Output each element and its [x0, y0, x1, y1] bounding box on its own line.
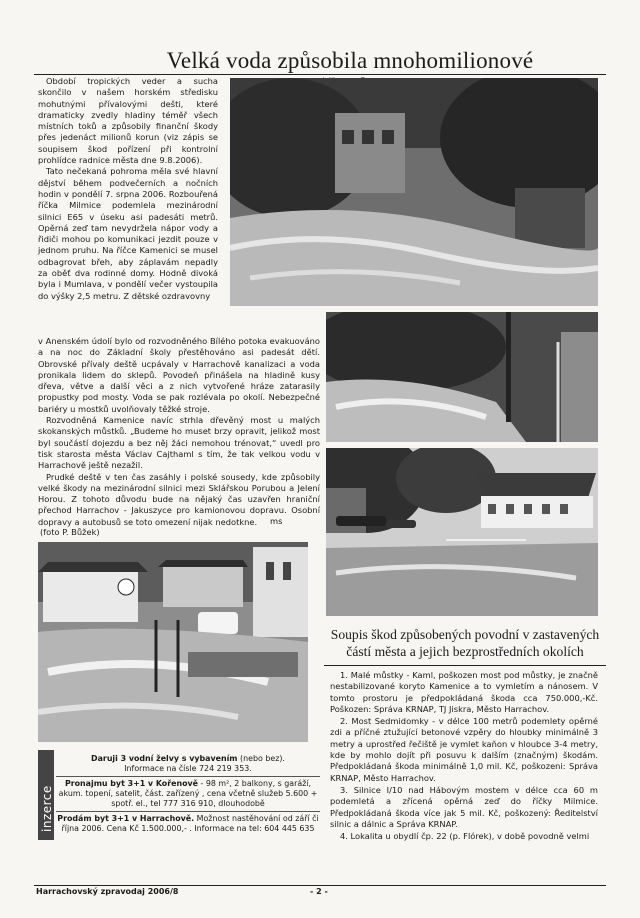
ad-sell-bold: Prodám byt 3+1 v Harrachově.: [57, 814, 195, 823]
ad-turtles-contact: Informace na čísle 724 219 353.: [124, 764, 252, 774]
main-column: [38, 336, 320, 528]
flood-house-photo: [230, 78, 598, 306]
ad-sell-rest: Možnost nastěhování od září či října 2006. Cena Kč 1.500.000,- . Informace na tel: 604 445 635: [61, 814, 319, 834]
school-flood-photo: [326, 448, 598, 616]
main-paragraph-3: Prudké deště v ten čas zasáhly i polské sousedy, kde způsobily velké škody na mezinárodní silnici mezi Sklářskou Porubou a Jelení Horou. Z tohoto důvodu bude na nějaký čas uzavřen hraniční přechod Harrachov - Jakuszyce pro kamionovou dopravu. Osobní dopravy a autobusů se toto omezení nijak nedotkne.: [38, 471, 320, 527]
ads-side-text: inzerce: [40, 785, 54, 832]
main-paragraph-2: Rozvodněná Kamenice navíc strhla dřevěný most u malých skokanských můstků. „Budeme ho muset brzy opravit, jelikož most byl součástí dojezdu a bez něj žáci nemohou trénovat,“ uvedl pro tisk starosta města Václav Cajthaml s tím, že tak velkou vodu v Harrachově ještě nezažil.: [38, 415, 320, 471]
flooded-street-photo: [38, 542, 308, 742]
damage-item-1: 1. Malé můstky - Kaml, poškozen most pod můstky, je značně nestabilizované koryto Kamenice a to vymletím a nánosem. V tomto prostoru je předpokládaná škoda cca 750.000,-Kč. Poškozen: Správa KRNAP, TJ Jiskra, Město Harrachov.: [330, 670, 598, 714]
damage-item-3: 3. Silnice I/10 nad Hábovým mostem v délce cca 60 m podemletá a zřícená opěrná zeď do říčky Milmice. Předpokládaná škoda více jak 5 mil. Kč, poškozený: Ředitelství silnic a dálnic a Správa KRNAP.: [330, 784, 598, 829]
ad-rent-rest: - 98 m², 2 balkony, s garáží, akum. topení, satelit, část. zařízený , cena včetně služeb 5.600 + spotř. el., tel 777 316 910, dlouhodobě: [58, 779, 318, 809]
intro-column: [38, 76, 218, 302]
subtitle-divider: [324, 665, 606, 666]
author-signature: ms: [270, 516, 283, 526]
ads-side-label: [38, 750, 54, 840]
ad-divider: [56, 776, 320, 777]
page-number: - 2 -: [310, 887, 328, 896]
ad-rent-bold: Pronajmu byt 3+1 v Kořenově: [64, 779, 198, 788]
damage-item-2: 2. Most Sedmidomky - v délce 100 metrů podemlety opěrné zdi a příčné ztužující betonové vzpěry do hloubky minimálně 3 metry a uprostřed řečiště je vymlet kaňon v hloubce 3-4 metry, kde by mohlo dojít při posuvu k dalším (značným) škodám. Předpokládaná škoda minimálně 1,0 mil. Kč, poškozeni: Správa KRNAP, Město Harrachov.: [330, 716, 598, 783]
intro-paragraph-1: Období tropických veder a sucha skončilo v našem horském středisku mohutnými přívalovými dešti, které dramaticky zvedly hladiny téměř všech místních toků a způsobily finanční škody přes jedenáct milionů korun (viz zápis se soupisem škod pořízení při kontrolní prohlídce radnice města dne 9.8.2006).: [38, 76, 218, 166]
ad-rent-flat: [56, 779, 320, 810]
publication-name: Harrachovský zpravodaj 2006/8: [36, 887, 179, 896]
intro-paragraph-2: Tato nečekaná pohroma měla své hlavní dějství během podvečerních a nočních hodin v pondělí 7. srpna 2006. Rozbouřená říčka Milmice podemlela mezinárodní silnici E65 v úseku asi padesáti metrů. Opěrná zeď tam nevydržela nápor vody a řidiči mohou po komunikaci jezdit pouze v jednom pruhu. Na říčce Kamenici se musel odbagrovat břeh, aby záplavám nepadly za oběť dva rodinné domy. Hodně divoká byla i Mumlava, v pondělí večer vystoupila do výšky 2,5 metru. Z dětské ozdravovny: [38, 166, 218, 301]
damage-list-title: Soupis škod způsobených povodní v zastavených částí města a jejich bezprostředních okolích: [330, 627, 600, 659]
ad-turtles-rest: (nebo bez).: [237, 754, 285, 763]
damage-list: [330, 670, 598, 843]
ad-turtles: [56, 754, 320, 774]
river-road-photo: [326, 312, 598, 442]
title-divider: [34, 74, 606, 75]
article-title: Velká voda způsobila mnohomilionové: [166, 48, 534, 73]
ad-sell-flat: [56, 814, 320, 834]
photo-credit: (foto P. Bůžek): [40, 527, 100, 537]
ad-divider: [56, 811, 320, 812]
damage-item-4: 4. Lokalita u obydlí čp. 22 (p. Flórek), v době povodně velmi: [340, 831, 590, 842]
ad-turtles-bold: Daruji 3 vodní želvy s vybavením: [91, 754, 238, 763]
footer-rule: [34, 885, 606, 886]
main-paragraph-1: v Anenském údolí bylo od rozvodněného Bílého potoka evakuováno a na noc do Základní školy přestěhováno asi padesát dětí. Obrovské přívaly deště ucpávaly v Harrachově kanalizaci a voda pronikala lidem do sklepů. Povodeň přinášela na hladině kusy dřeva, větve a další věci a z nich vytvořené hráze zatarasily propustky pod mosty. Voda se pak rozlévala po okolí. Nebezpečné bariéry u mostků uvolňovaly těžké stroje.: [38, 336, 320, 414]
